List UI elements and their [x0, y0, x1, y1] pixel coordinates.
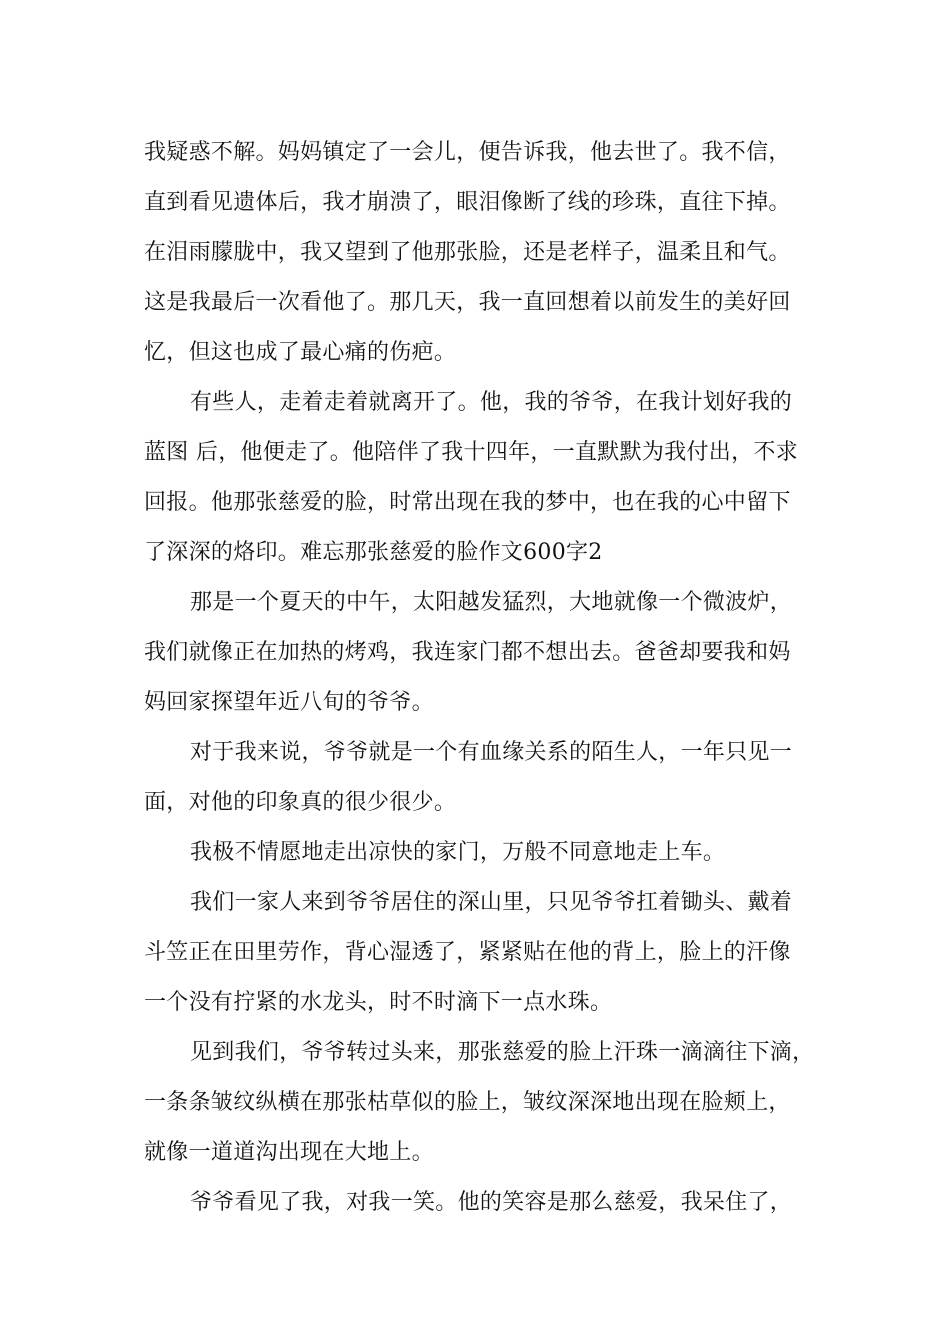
text-line: 了深深的烙印。难忘那张慈爱的脸作文600字2: [144, 540, 603, 565]
text-line: 这是我最后一次看他了。那几天，我一直回想着以前发生的美好回: [144, 290, 791, 315]
text-line: 蓝图 后，他便走了。他陪伴了我十四年，一直默默为我付出，不求: [144, 440, 798, 465]
text-line: 我疑惑不解。妈妈镇定了一会儿，便告诉我，他去世了。我不信，: [144, 140, 791, 165]
text-line: 妈回家探望年近八旬的爷爷。: [144, 690, 434, 715]
article-body: [144, 128, 824, 1228]
paragraph-start-line: 见到我们，爷爷转过头来，那张慈爱的脸上汗珠一滴滴往下滴，: [190, 1040, 815, 1065]
text-line: 忆，但这也成了最心痛的伤疤。: [144, 340, 457, 365]
paragraph-start-line: 我们一家人来到爷爷居住的深山里，只见爷爷扛着锄头、戴着: [190, 890, 793, 915]
text-line: 回报。他那张慈爱的脸，时常出现在我的梦中，也在我的心中留下: [144, 490, 791, 515]
paragraph-start-line: 对于我来说，爷爷就是一个有血缘关系的陌生人，一年只见一: [190, 740, 793, 765]
text-line: 一个没有拧紧的水龙头，时不时滴下一点水珠。: [144, 990, 613, 1015]
text-line: 面，对他的印象真的很少很少。: [144, 790, 457, 815]
text-line: 一条条皱纹纵横在那张枯草似的脸上，皱纹深深地出现在脸颊上，: [144, 1090, 791, 1115]
paragraph-start-line: 那是一个夏天的中午，太阳越发猛烈，大地就像一个微波炉，: [190, 590, 793, 615]
text-line: 就像一道道沟出现在大地上。: [144, 1140, 434, 1165]
paragraph-start-line: 爷爷看见了我，对我一笑。他的笑容是那么慈爱，我呆住了，: [190, 1190, 793, 1215]
paragraph-start-line: 我极不情愿地走出凉快的家门，万般不同意地走上车。: [190, 840, 726, 865]
paragraph-start-line: 有些人，走着走着就离开了。他，我的爷爷，在我计划好我的: [190, 390, 793, 415]
text-line: 斗笠正在田里劳作，背心湿透了，紧紧贴在他的背上，脸上的汗像: [144, 940, 791, 965]
text-line: 在泪雨朦胧中，我又望到了他那张脸，还是老样子，温柔且和气。: [144, 240, 791, 265]
text-line: 直到看见遗体后，我才崩溃了，眼泪像断了线的珍珠，直往下掉。: [144, 190, 791, 215]
text-line: 我们就像正在加热的烤鸡，我连家门都不想出去。爸爸却要我和妈: [144, 640, 791, 665]
